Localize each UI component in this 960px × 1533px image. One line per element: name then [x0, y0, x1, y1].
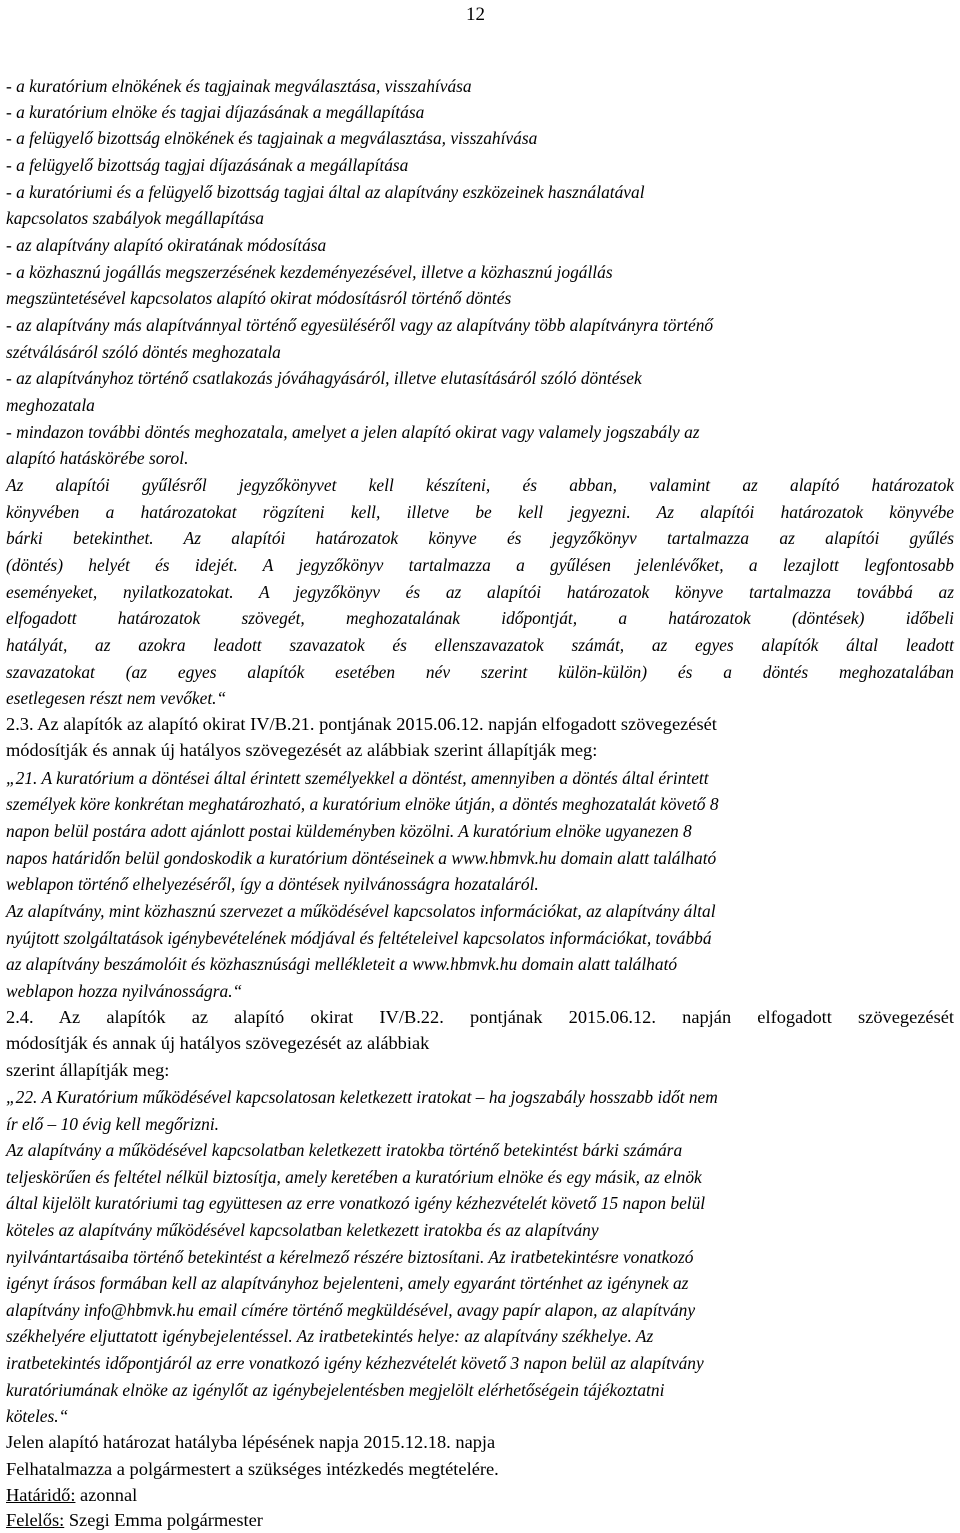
list-item: alapító hatáskörébe sorol.	[6, 448, 189, 468]
paragraph-line: hatályát, az azokra leadott szavazatok és ellenszavazatok számát, az egyes alapítók által leadott	[6, 635, 954, 655]
point-22-line: Az alapítvány a működésével kapcsolatban keletkezett iratokba történő betekintést bárki számára	[6, 1140, 683, 1160]
list-item: - a közhasznú jogállás megszerzésének kezdeményezésével, illetve a közhasznú jogállás	[6, 262, 613, 282]
section-heading-2-4: 2.4. Az alapítók az alapító okirat IV/B.22. pontjának 2015.06.12. napján elfogadott szövegezését	[6, 1007, 954, 1027]
paragraph-line: eseményeket, nyilatkozatokat. A jegyzőkönyv és az alapítói határozatok könyve tartalmazza továbbá az	[6, 582, 954, 602]
point-21-line: „21. A kuratórium a döntései által érintett személyekkel a döntést, amennyiben a döntés által érintett	[6, 768, 709, 788]
deadline-value: azonnal	[75, 1485, 138, 1505]
paragraph-line: bárki betekinthet. Az alapítói határozatok könyve és jegyzőkönyv tartalmazza az alapítói gyűlés	[6, 528, 954, 548]
section-line: módosítják és annak új hatályos szövegezését az alábbiak szerint állapítják meg:	[6, 740, 598, 760]
effective-date: Jelen alapító határozat hatályba lépésének napja 2015.12.18. napja	[6, 1432, 496, 1452]
point-21-line: napon belül postára adott ajánlott postai küldeményben közölni. A kuratórium elnöke ugyanezen 8	[6, 821, 692, 841]
deadline-line	[6, 1485, 137, 1505]
list-item: kapcsolatos szabályok megállapítása	[6, 208, 264, 228]
point-21-line: az alapítvány beszámolóit és közhasznúsági mellékleteit a www.hbmvk.hu domain alatt található	[6, 954, 678, 974]
point-22-line: igényt írásos formában kell az alapítványhoz bejelenteni, amely egyaránt történhet az igénynek az	[6, 1273, 689, 1293]
point-21-line: weblapon hozza nyilvánosságra.“	[6, 981, 243, 1001]
list-item: - a felügyelő bizottság tagjai díjazásának a megállapítása	[6, 155, 409, 175]
paragraph-line: (döntés) helyét és idejét. A jegyzőkönyv tartalmazza a gyűlésen jelenlévőket, a lezajlott legfontosabb	[6, 555, 954, 575]
responsible-label: Felelős:	[6, 1510, 65, 1530]
paragraph-line: esetlegesen részt nem vevőket.“	[6, 688, 227, 708]
point-22-line: köteles.“	[6, 1406, 69, 1426]
point-22-line: ír elő – 10 évig kell megőrizni.	[6, 1114, 219, 1134]
point-22-line: iratbetekintés időpontjáról az erre vonatkozó igény kézhezvételét követő 3 napon belül az alapítvány	[6, 1353, 704, 1373]
point-22-line: teljeskörűen és feltétel nélkül biztosítja, amely keretében a kuratórium elnöke és egy másik, az elnök	[6, 1167, 702, 1187]
point-22-line: „22. A Kuratórium működésével kapcsolatosan keletkezett iratokat – ha jogszabály hosszabb időt nem	[6, 1087, 718, 1107]
list-item: megszüntetésével kapcsolatos alapító okirat módosításról történő döntés	[6, 288, 512, 308]
point-22-line: nyilvántartásaiba történő betekintést a kérelmező részére biztosítani. Az iratbetekintésre vonatkozó	[6, 1247, 694, 1267]
section-line: szerint állapítják meg:	[6, 1060, 170, 1080]
point-22-line: székhelyére eljuttatott igénybejelentéssel. Az iratbetekintés helye: az alapítvány székhelye. Az	[6, 1326, 654, 1346]
section-heading-2-3: 2.3. Az alapítók az alapító okirat IV/B.21. pontjának 2015.06.12. napján elfogadott szövegezését	[6, 714, 717, 734]
list-item: meghozatala	[6, 395, 95, 415]
paragraph-line: elfogadott határozatok szövegét, meghozatalának időpontját, a határozatok (döntések) időbeli	[6, 608, 954, 628]
list-item: - az alapítvány alapító okiratának módosítása	[6, 235, 327, 255]
list-item: - a kuratórium elnökének és tagjainak megválasztása, visszahívása	[6, 76, 472, 96]
responsible-line	[6, 1510, 263, 1530]
paragraph-line: könyvében a határozatokat rögzíteni kell, illetve be kell jegyezni. Az alapítói határozatok könyvébe	[6, 502, 954, 522]
point-21-line: nyújtott szolgáltatások igénybevételének módjával és feltételeivel kapcsolatos információkat, továbbá	[6, 928, 712, 948]
point-22-line: által kijelölt kuratóriumi tag együttesen az erre vonatkozó igény kézhezvételét követő 15 napon belül	[6, 1193, 706, 1213]
point-21-line: Az alapítvány, mint közhasznú szervezet a működésével kapcsolatos információkat, az alapítvány által	[6, 901, 716, 921]
list-item: - mindazon további döntés meghozatala, amelyet a jelen alapító okirat vagy valamely jogszabály az	[6, 422, 700, 442]
responsible-value: Szegi Emma polgármester	[64, 1510, 263, 1530]
list-item: - a felügyelő bizottság elnökének és tagjainak a megválasztása, visszahívása	[6, 128, 538, 148]
list-item: szétválásáról szóló döntés meghozatala	[6, 342, 281, 362]
point-21-line: személyek köre konkrétan meghatározható, a kuratórium elnöke útján, a döntés meghozatalát követő 8	[6, 794, 719, 814]
list-item: - az alapítványhoz történő csatlakozás jóváhagyásáról, illetve elutasításáról szóló döntések	[6, 368, 642, 388]
list-item: - a kuratóriumi és a felügyelő bizottság tagjai által az alapítvány eszközeinek használatával	[6, 182, 645, 202]
deadline-label: Határidő:	[6, 1485, 76, 1505]
point-21-line: napos határidőn belül gondoskodik a kuratórium döntéseinek a www.hbmvk.hu domain alatt található	[6, 848, 717, 868]
paragraph-line: Az alapítói gyűlésről jegyzőkönyvet kell készíteni, és abban, valamint az alapító határozatok	[6, 475, 954, 495]
page-number: 12	[466, 4, 485, 25]
point-22-line: kuratóriumának elnöke az igénylőt az igénybejelentésben megjelölt elérhetőségein tájékoztatni	[6, 1380, 665, 1400]
list-item: - az alapítvány más alapítvánnyal történő egyesüléséről vagy az alapítvány több alapítványra történő	[6, 315, 714, 335]
point-21-line: weblapon történő elhelyezéséről, így a döntések nyilvánosságra hozataláról.	[6, 874, 539, 894]
section-line: módosítják és annak új hatályos szövegezését az alábbiak	[6, 1033, 430, 1053]
authorization-line: Felhatalmazza a polgármestert a szükséges intézkedés megtételére.	[6, 1459, 499, 1479]
point-22-line: köteles az alapítvány működésével kapcsolatban keletkezett iratokba és az alapítvány	[6, 1220, 599, 1240]
paragraph-line: szavazatokat (az egyes alapítók esetében név szerint külön-külön) és a döntés meghozatalában	[6, 662, 954, 682]
point-22-line: alapítvány info@hbmvk.hu email címére történő megküldésével, avagy papír alapon, az alapítvány	[6, 1300, 696, 1320]
list-item: - a kuratórium elnöke és tagjai díjazásának a megállapítása	[6, 102, 425, 122]
